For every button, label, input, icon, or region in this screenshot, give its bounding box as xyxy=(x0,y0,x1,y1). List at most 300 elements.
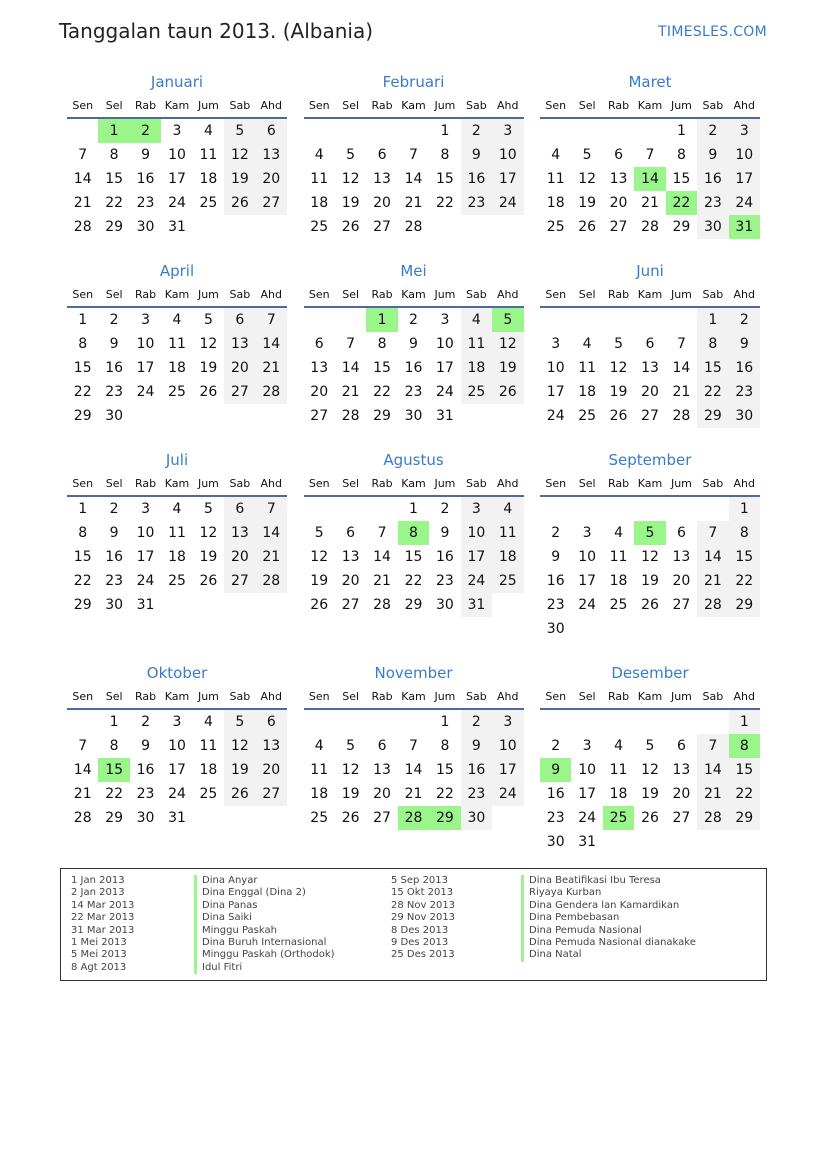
day-cell[interactable]: 29 xyxy=(105,219,124,235)
day-cell[interactable]: 14 xyxy=(73,762,92,778)
day-cell[interactable]: 1 xyxy=(78,312,88,328)
day-cell[interactable]: 13 xyxy=(373,171,391,187)
day-cell[interactable]: 19 xyxy=(341,786,360,802)
day-cell[interactable]: 8 xyxy=(109,738,119,754)
day-cell[interactable]: 20 xyxy=(641,384,659,400)
day-cell[interactable]: 30 xyxy=(436,597,454,613)
day-cell[interactable]: 18 xyxy=(168,549,186,565)
day-cell[interactable]: 12 xyxy=(641,762,659,778)
day-cell[interactable]: 31 xyxy=(461,593,492,617)
day-cell[interactable]: 20 xyxy=(224,545,255,569)
holiday-day-cell[interactable]: 5 xyxy=(634,521,665,545)
day-cell[interactable]: 7 xyxy=(346,336,356,352)
day-cell[interactable]: 18 xyxy=(310,195,329,211)
day-cell[interactable]: 26 xyxy=(341,219,360,235)
day-cell[interactable]: 21 xyxy=(404,195,423,211)
day-cell[interactable]: 5 xyxy=(346,147,356,163)
day-cell[interactable]: 9 xyxy=(409,336,418,352)
holiday-day-cell[interactable]: 8 xyxy=(729,734,760,758)
day-cell[interactable]: 7 xyxy=(409,738,418,754)
day-cell[interactable]: 18 xyxy=(546,195,565,211)
day-cell[interactable]: 5 xyxy=(314,525,324,541)
day-cell[interactable]: 17 xyxy=(546,384,565,400)
day-cell[interactable]: 19 xyxy=(492,356,523,380)
day-cell[interactable]: 14 xyxy=(256,332,287,356)
holiday-day-cell[interactable]: 1 xyxy=(366,308,397,332)
day-cell[interactable]: 30 xyxy=(136,810,155,826)
day-cell[interactable]: 21 xyxy=(73,195,92,211)
holiday-day-cell[interactable]: 1 xyxy=(98,119,129,143)
day-cell[interactable]: 25 xyxy=(461,380,492,404)
day-cell[interactable]: 10 xyxy=(168,738,186,754)
day-cell[interactable]: 13 xyxy=(341,549,360,565)
day-cell[interactable]: 20 xyxy=(672,786,691,802)
day-cell[interactable]: 11 xyxy=(492,521,523,545)
day-cell[interactable]: 24 xyxy=(578,597,597,613)
day-cell[interactable]: 25 xyxy=(578,408,597,424)
day-cell[interactable]: 28 xyxy=(641,219,659,235)
day-cell[interactable]: 21 xyxy=(341,384,360,400)
day-cell[interactable]: 5 xyxy=(614,336,624,352)
day-cell[interactable]: 26 xyxy=(578,219,597,235)
day-cell[interactable]: 26 xyxy=(224,782,255,806)
day-cell[interactable]: 1 xyxy=(440,123,450,139)
day-cell[interactable]: 28 xyxy=(256,569,287,593)
day-cell[interactable]: 7 xyxy=(377,525,387,541)
day-cell[interactable]: 16 xyxy=(136,762,155,778)
day-cell[interactable]: 28 xyxy=(373,597,391,613)
day-cell[interactable]: 20 xyxy=(609,195,628,211)
day-cell[interactable]: 27 xyxy=(310,408,329,424)
day-cell[interactable]: 30 xyxy=(105,408,124,424)
day-cell[interactable]: 6 xyxy=(614,147,624,163)
day-cell[interactable]: 17 xyxy=(136,360,155,376)
day-cell[interactable]: 28 xyxy=(73,219,92,235)
day-cell[interactable]: 4 xyxy=(492,497,523,521)
day-cell[interactable]: 17 xyxy=(492,758,523,782)
day-cell[interactable]: 23 xyxy=(546,810,565,826)
day-cell[interactable]: 16 xyxy=(404,360,423,376)
day-cell[interactable]: 31 xyxy=(436,408,454,424)
day-cell[interactable]: 25 xyxy=(168,573,186,589)
day-cell[interactable]: 2 xyxy=(440,501,450,517)
day-cell[interactable]: 4 xyxy=(582,336,592,352)
day-cell[interactable]: 21 xyxy=(256,356,287,380)
day-cell[interactable]: 9 xyxy=(109,525,119,541)
day-cell[interactable]: 2 xyxy=(109,312,119,328)
day-cell[interactable]: 15 xyxy=(672,171,691,187)
day-cell[interactable]: 11 xyxy=(310,762,329,778)
day-cell[interactable]: 4 xyxy=(551,147,561,163)
day-cell[interactable]: 30 xyxy=(136,219,155,235)
day-cell[interactable]: 3 xyxy=(461,497,492,521)
day-cell[interactable]: 12 xyxy=(199,525,218,541)
day-cell[interactable]: 31 xyxy=(168,219,186,235)
day-cell[interactable]: 25 xyxy=(609,597,628,613)
day-cell[interactable]: 30 xyxy=(546,621,565,637)
day-cell[interactable]: 8 xyxy=(440,738,450,754)
day-cell[interactable]: 6 xyxy=(256,119,287,143)
day-cell[interactable]: 20 xyxy=(224,356,255,380)
day-cell[interactable]: 6 xyxy=(346,525,356,541)
day-cell[interactable]: 7 xyxy=(256,497,287,521)
day-cell[interactable]: 8 xyxy=(78,336,88,352)
day-cell[interactable]: 30 xyxy=(697,215,728,239)
day-cell[interactable]: 18 xyxy=(609,786,628,802)
day-cell[interactable]: 15 xyxy=(404,549,423,565)
day-cell[interactable]: 13 xyxy=(310,360,329,376)
day-cell[interactable]: 8 xyxy=(676,147,686,163)
holiday-day-cell[interactable]: 15 xyxy=(98,758,129,782)
day-cell[interactable]: 26 xyxy=(341,810,360,826)
day-cell[interactable]: 1 xyxy=(676,123,686,139)
day-cell[interactable]: 7 xyxy=(697,521,728,545)
day-cell[interactable]: 3 xyxy=(141,501,151,517)
day-cell[interactable]: 10 xyxy=(492,734,523,758)
day-cell[interactable]: 19 xyxy=(224,758,255,782)
day-cell[interactable]: 21 xyxy=(697,569,728,593)
day-cell[interactable]: 9 xyxy=(109,336,119,352)
day-cell[interactable]: 10 xyxy=(136,336,155,352)
day-cell[interactable]: 17 xyxy=(461,545,492,569)
day-cell[interactable]: 6 xyxy=(645,336,655,352)
day-cell[interactable]: 12 xyxy=(199,336,218,352)
day-cell[interactable]: 11 xyxy=(168,525,186,541)
day-cell[interactable]: 11 xyxy=(609,549,628,565)
day-cell[interactable]: 16 xyxy=(546,786,565,802)
day-cell[interactable]: 29 xyxy=(373,408,391,424)
day-cell[interactable]: 24 xyxy=(492,782,523,806)
day-cell[interactable]: 25 xyxy=(310,810,329,826)
day-cell[interactable]: 3 xyxy=(141,312,151,328)
day-cell[interactable]: 3 xyxy=(492,119,523,143)
day-cell[interactable]: 16 xyxy=(105,360,124,376)
day-cell[interactable]: 11 xyxy=(578,360,597,376)
day-cell[interactable]: 16 xyxy=(697,167,728,191)
day-cell[interactable]: 6 xyxy=(224,497,255,521)
day-cell[interactable]: 11 xyxy=(546,171,565,187)
day-cell[interactable]: 6 xyxy=(224,308,255,332)
day-cell[interactable]: 10 xyxy=(461,521,492,545)
day-cell[interactable]: 11 xyxy=(199,147,218,163)
day-cell[interactable]: 10 xyxy=(729,143,760,167)
day-cell[interactable]: 13 xyxy=(641,360,659,376)
day-cell[interactable]: 12 xyxy=(578,171,597,187)
day-cell[interactable]: 25 xyxy=(310,219,329,235)
day-cell[interactable]: 23 xyxy=(697,191,728,215)
day-cell[interactable]: 20 xyxy=(256,167,287,191)
day-cell[interactable]: 4 xyxy=(461,308,492,332)
day-cell[interactable]: 3 xyxy=(492,710,523,734)
day-cell[interactable]: 4 xyxy=(172,501,182,517)
holiday-day-cell[interactable]: 2 xyxy=(130,119,161,143)
day-cell[interactable]: 16 xyxy=(461,167,492,191)
day-cell[interactable]: 22 xyxy=(436,786,454,802)
day-cell[interactable]: 18 xyxy=(168,360,186,376)
day-cell[interactable]: 14 xyxy=(404,171,423,187)
day-cell[interactable]: 28 xyxy=(697,593,728,617)
day-cell[interactable]: 18 xyxy=(578,384,597,400)
day-cell[interactable]: 11 xyxy=(310,171,329,187)
day-cell[interactable]: 28 xyxy=(341,408,360,424)
day-cell[interactable]: 21 xyxy=(641,195,659,211)
day-cell[interactable]: 9 xyxy=(551,549,561,565)
holiday-day-cell[interactable]: 22 xyxy=(666,191,697,215)
day-cell[interactable]: 14 xyxy=(697,758,728,782)
day-cell[interactable]: 18 xyxy=(492,545,523,569)
day-cell[interactable]: 10 xyxy=(436,336,454,352)
day-cell[interactable]: 3 xyxy=(172,714,182,730)
day-cell[interactable]: 17 xyxy=(168,171,186,187)
day-cell[interactable]: 5 xyxy=(203,312,213,328)
day-cell[interactable]: 10 xyxy=(168,147,186,163)
day-cell[interactable]: 13 xyxy=(672,549,691,565)
day-cell[interactable]: 29 xyxy=(105,810,124,826)
day-cell[interactable]: 30 xyxy=(461,806,492,830)
day-cell[interactable]: 21 xyxy=(404,786,423,802)
day-cell[interactable]: 5 xyxy=(582,147,592,163)
day-cell[interactable]: 3 xyxy=(551,336,561,352)
day-cell[interactable]: 21 xyxy=(672,384,691,400)
day-cell[interactable]: 3 xyxy=(172,123,182,139)
day-cell[interactable]: 16 xyxy=(546,573,565,589)
day-cell[interactable]: 19 xyxy=(609,384,628,400)
day-cell[interactable]: 13 xyxy=(256,143,287,167)
day-cell[interactable]: 2 xyxy=(729,308,760,332)
day-cell[interactable]: 16 xyxy=(729,356,760,380)
day-cell[interactable]: 18 xyxy=(461,356,492,380)
day-cell[interactable]: 25 xyxy=(168,384,186,400)
day-cell[interactable]: 16 xyxy=(436,549,454,565)
day-cell[interactable]: 7 xyxy=(78,738,88,754)
day-cell[interactable]: 28 xyxy=(73,810,92,826)
day-cell[interactable]: 15 xyxy=(729,758,760,782)
day-cell[interactable]: 2 xyxy=(109,501,119,517)
day-cell[interactable]: 11 xyxy=(199,738,218,754)
day-cell[interactable]: 18 xyxy=(310,786,329,802)
day-cell[interactable]: 14 xyxy=(341,360,360,376)
day-cell[interactable]: 5 xyxy=(224,710,255,734)
day-cell[interactable]: 13 xyxy=(672,762,691,778)
day-cell[interactable]: 7 xyxy=(676,336,686,352)
day-cell[interactable]: 9 xyxy=(461,143,492,167)
day-cell[interactable]: 6 xyxy=(377,738,387,754)
holiday-day-cell[interactable]: 9 xyxy=(540,758,571,782)
day-cell[interactable]: 2 xyxy=(461,119,492,143)
day-cell[interactable]: 1 xyxy=(78,501,88,517)
day-cell[interactable]: 12 xyxy=(341,171,360,187)
day-cell[interactable]: 4 xyxy=(203,714,213,730)
day-cell[interactable]: 4 xyxy=(614,738,624,754)
brand-link[interactable]: TIMESLES.COM xyxy=(658,24,767,40)
day-cell[interactable]: 22 xyxy=(373,384,391,400)
day-cell[interactable]: 2 xyxy=(141,714,151,730)
day-cell[interactable]: 8 xyxy=(440,147,450,163)
day-cell[interactable]: 12 xyxy=(224,734,255,758)
holiday-day-cell[interactable]: 28 xyxy=(398,806,429,830)
day-cell[interactable]: 8 xyxy=(377,336,387,352)
day-cell[interactable]: 22 xyxy=(436,195,454,211)
day-cell[interactable]: 21 xyxy=(697,782,728,806)
day-cell[interactable]: 3 xyxy=(582,525,592,541)
holiday-day-cell[interactable]: 5 xyxy=(492,308,523,332)
day-cell[interactable]: 14 xyxy=(672,360,691,376)
day-cell[interactable]: 22 xyxy=(404,573,423,589)
day-cell[interactable]: 23 xyxy=(105,384,124,400)
day-cell[interactable]: 27 xyxy=(373,219,391,235)
day-cell[interactable]: 4 xyxy=(172,312,182,328)
day-cell[interactable]: 5 xyxy=(346,738,356,754)
day-cell[interactable]: 28 xyxy=(404,219,423,235)
day-cell[interactable]: 16 xyxy=(461,758,492,782)
day-cell[interactable]: 23 xyxy=(404,384,423,400)
day-cell[interactable]: 22 xyxy=(729,569,760,593)
day-cell[interactable]: 10 xyxy=(546,360,565,376)
day-cell[interactable]: 24 xyxy=(492,191,523,215)
day-cell[interactable]: 8 xyxy=(109,147,119,163)
day-cell[interactable]: 6 xyxy=(676,738,686,754)
day-cell[interactable]: 8 xyxy=(729,521,760,545)
day-cell[interactable]: 19 xyxy=(224,167,255,191)
day-cell[interactable]: 30 xyxy=(546,834,565,850)
day-cell[interactable]: 6 xyxy=(676,525,686,541)
day-cell[interactable]: 22 xyxy=(105,786,124,802)
day-cell[interactable]: 3 xyxy=(582,738,592,754)
day-cell[interactable]: 21 xyxy=(73,786,92,802)
day-cell[interactable]: 6 xyxy=(256,710,287,734)
day-cell[interactable]: 1 xyxy=(440,714,450,730)
day-cell[interactable]: 19 xyxy=(578,195,597,211)
day-cell[interactable]: 7 xyxy=(78,147,88,163)
day-cell[interactable]: 25 xyxy=(546,219,565,235)
day-cell[interactable]: 23 xyxy=(729,380,760,404)
day-cell[interactable]: 9 xyxy=(440,525,450,541)
day-cell[interactable]: 27 xyxy=(641,408,659,424)
day-cell[interactable]: 25 xyxy=(199,786,218,802)
day-cell[interactable]: 2 xyxy=(551,738,561,754)
day-cell[interactable]: 14 xyxy=(404,762,423,778)
day-cell[interactable]: 27 xyxy=(672,810,691,826)
day-cell[interactable]: 23 xyxy=(436,573,454,589)
day-cell[interactable]: 27 xyxy=(256,782,287,806)
day-cell[interactable]: 16 xyxy=(105,549,124,565)
day-cell[interactable]: 29 xyxy=(729,593,760,617)
day-cell[interactable]: 23 xyxy=(136,195,155,211)
day-cell[interactable]: 10 xyxy=(492,143,523,167)
day-cell[interactable]: 26 xyxy=(641,810,659,826)
day-cell[interactable]: 23 xyxy=(105,573,124,589)
day-cell[interactable]: 14 xyxy=(256,521,287,545)
day-cell[interactable]: 4 xyxy=(203,123,213,139)
day-cell[interactable]: 17 xyxy=(492,167,523,191)
day-cell[interactable]: 4 xyxy=(314,147,324,163)
day-cell[interactable]: 15 xyxy=(105,171,124,187)
day-cell[interactable]: 20 xyxy=(373,786,391,802)
day-cell[interactable]: 3 xyxy=(729,119,760,143)
day-cell[interactable]: 14 xyxy=(697,545,728,569)
day-cell[interactable]: 27 xyxy=(224,380,255,404)
day-cell[interactable]: 22 xyxy=(697,380,728,404)
day-cell[interactable]: 2 xyxy=(461,710,492,734)
day-cell[interactable]: 16 xyxy=(136,171,155,187)
day-cell[interactable]: 8 xyxy=(78,525,88,541)
day-cell[interactable]: 18 xyxy=(199,762,218,778)
day-cell[interactable]: 1 xyxy=(729,497,760,521)
day-cell[interactable]: 17 xyxy=(729,167,760,191)
day-cell[interactable]: 4 xyxy=(614,525,624,541)
day-cell[interactable]: 22 xyxy=(105,195,124,211)
day-cell[interactable]: 5 xyxy=(224,119,255,143)
day-cell[interactable]: 30 xyxy=(105,597,124,613)
day-cell[interactable]: 24 xyxy=(578,810,597,826)
day-cell[interactable]: 27 xyxy=(256,191,287,215)
day-cell[interactable]: 26 xyxy=(492,380,523,404)
day-cell[interactable]: 14 xyxy=(73,171,92,187)
day-cell[interactable]: 25 xyxy=(492,569,523,593)
day-cell[interactable]: 1 xyxy=(697,308,728,332)
day-cell[interactable]: 9 xyxy=(729,332,760,356)
day-cell[interactable]: 24 xyxy=(461,569,492,593)
day-cell[interactable]: 1 xyxy=(409,501,418,517)
day-cell[interactable]: 27 xyxy=(341,597,360,613)
day-cell[interactable]: 24 xyxy=(729,191,760,215)
day-cell[interactable]: 15 xyxy=(436,762,454,778)
day-cell[interactable]: 29 xyxy=(672,219,691,235)
day-cell[interactable]: 4 xyxy=(314,738,324,754)
day-cell[interactable]: 21 xyxy=(373,573,391,589)
day-cell[interactable]: 17 xyxy=(578,786,597,802)
day-cell[interactable]: 11 xyxy=(461,332,492,356)
day-cell[interactable]: 12 xyxy=(609,360,628,376)
day-cell[interactable]: 19 xyxy=(641,786,659,802)
day-cell[interactable]: 13 xyxy=(373,762,391,778)
day-cell[interactable]: 29 xyxy=(73,408,92,424)
day-cell[interactable]: 24 xyxy=(436,384,454,400)
day-cell[interactable]: 15 xyxy=(697,356,728,380)
day-cell[interactable]: 31 xyxy=(578,834,597,850)
day-cell[interactable]: 20 xyxy=(256,758,287,782)
day-cell[interactable]: 12 xyxy=(492,332,523,356)
day-cell[interactable]: 5 xyxy=(203,501,213,517)
day-cell[interactable]: 7 xyxy=(256,308,287,332)
day-cell[interactable]: 27 xyxy=(373,810,391,826)
day-cell[interactable]: 26 xyxy=(310,597,329,613)
day-cell[interactable]: 2 xyxy=(697,119,728,143)
day-cell[interactable]: 11 xyxy=(168,336,186,352)
day-cell[interactable]: 26 xyxy=(199,384,218,400)
day-cell[interactable]: 31 xyxy=(168,810,186,826)
day-cell[interactable]: 22 xyxy=(73,384,92,400)
holiday-day-cell[interactable]: 29 xyxy=(429,806,460,830)
day-cell[interactable]: 24 xyxy=(136,384,155,400)
day-cell[interactable]: 21 xyxy=(256,545,287,569)
day-cell[interactable]: 20 xyxy=(310,384,329,400)
day-cell[interactable]: 29 xyxy=(73,597,92,613)
day-cell[interactable]: 18 xyxy=(199,171,218,187)
day-cell[interactable]: 18 xyxy=(609,573,628,589)
day-cell[interactable]: 23 xyxy=(136,786,155,802)
day-cell[interactable]: 9 xyxy=(461,734,492,758)
day-cell[interactable]: 2 xyxy=(551,525,561,541)
day-cell[interactable]: 22 xyxy=(729,782,760,806)
day-cell[interactable]: 26 xyxy=(609,408,628,424)
day-cell[interactable]: 8 xyxy=(697,332,728,356)
day-cell[interactable]: 12 xyxy=(224,143,255,167)
day-cell[interactable]: 1 xyxy=(109,714,119,730)
holiday-day-cell[interactable]: 14 xyxy=(634,167,665,191)
day-cell[interactable]: 29 xyxy=(404,597,423,613)
day-cell[interactable]: 26 xyxy=(641,597,659,613)
